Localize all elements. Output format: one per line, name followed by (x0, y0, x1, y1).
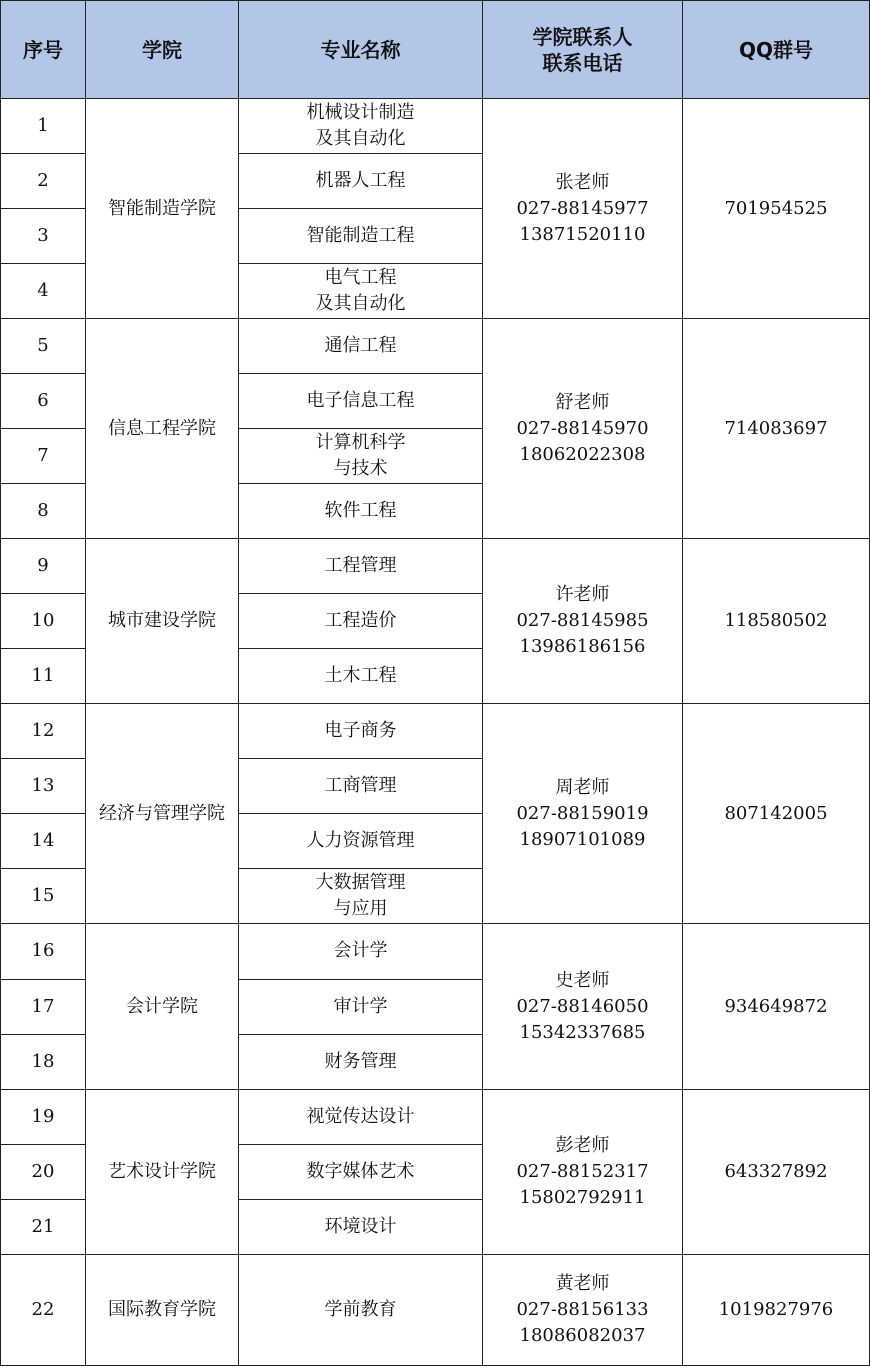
seq-cell: 9 (1, 539, 86, 594)
table-row (1, 704, 870, 759)
college-name-cell: 信息工程学院 (86, 319, 239, 539)
college-name-cell: 国际教育学院 (86, 1254, 239, 1365)
contact-cell: 史老师 027-88146050 15342337685 (483, 924, 683, 1089)
seq-cell: 13 (1, 759, 86, 814)
major-name-cell: 计算机科学 与技术 (239, 429, 483, 484)
major-name-cell: 土木工程 (239, 649, 483, 704)
seq-cell: 14 (1, 814, 86, 869)
contact-cell: 彭老师 027-88152317 15802792911 (483, 1089, 683, 1254)
qq-group-cell: 934649872 (683, 924, 870, 1089)
major-name-cell: 通信工程 (239, 319, 483, 374)
table-row (1, 924, 870, 979)
major-name-cell: 机器人工程 (239, 154, 483, 209)
major-name-cell: 环境设计 (239, 1199, 483, 1254)
college-name-cell: 会计学院 (86, 924, 239, 1089)
major-name-cell: 软件工程 (239, 484, 483, 539)
contact-cell: 许老师 027-88145985 13986186156 (483, 539, 683, 704)
seq-cell: 21 (1, 1199, 86, 1254)
seq-cell: 6 (1, 374, 86, 429)
seq-cell: 18 (1, 1034, 86, 1089)
college-name-cell: 智能制造学院 (86, 99, 239, 319)
seq-cell: 16 (1, 924, 86, 979)
table-row (1, 99, 870, 154)
seq-cell: 20 (1, 1144, 86, 1199)
major-name-cell: 机械设计制造 及其自动化 (239, 99, 483, 154)
major-name-cell: 工商管理 (239, 759, 483, 814)
seq-cell: 17 (1, 979, 86, 1034)
seq-cell: 22 (1, 1254, 86, 1365)
qq-group-cell: 714083697 (683, 319, 870, 539)
college-name-cell: 城市建设学院 (86, 539, 239, 704)
major-name-cell: 工程造价 (239, 594, 483, 649)
seq-cell: 12 (1, 704, 86, 759)
major-name-cell: 电子信息工程 (239, 374, 483, 429)
seq-cell: 11 (1, 649, 86, 704)
seq-cell: 15 (1, 869, 86, 924)
header-row (1, 1, 870, 99)
seq-cell: 7 (1, 429, 86, 484)
qq-group-cell: 118580502 (683, 539, 870, 704)
seq-cell: 4 (1, 264, 86, 319)
header-major: 专业名称 (239, 1, 483, 99)
qq-group-cell: 701954525 (683, 99, 870, 319)
major-name-cell: 工程管理 (239, 539, 483, 594)
major-name-cell: 学前教育 (239, 1254, 483, 1365)
seq-cell: 2 (1, 154, 86, 209)
contact-cell: 张老师 027-88145977 13871520110 (483, 99, 683, 319)
major-name-cell: 电子商务 (239, 704, 483, 759)
major-name-cell: 审计学 (239, 979, 483, 1034)
seq-cell: 8 (1, 484, 86, 539)
qq-group-cell: 643327892 (683, 1089, 870, 1254)
seq-cell: 10 (1, 594, 86, 649)
college-name-cell: 艺术设计学院 (86, 1089, 239, 1254)
seq-cell: 1 (1, 99, 86, 154)
seq-cell: 3 (1, 209, 86, 264)
major-name-cell: 大数据管理 与应用 (239, 869, 483, 924)
table-row (1, 539, 870, 594)
college-name-cell: 经济与管理学院 (86, 704, 239, 924)
major-name-cell: 会计学 (239, 924, 483, 979)
major-name-cell: 人力资源管理 (239, 814, 483, 869)
qq-group-cell: 1019827976 (683, 1254, 870, 1365)
major-name-cell: 智能制造工程 (239, 209, 483, 264)
major-name-cell: 数字媒体艺术 (239, 1144, 483, 1199)
major-name-cell: 电气工程 及其自动化 (239, 264, 483, 319)
header-college: 学院 (86, 1, 239, 99)
contact-cell: 舒老师 027-88145970 18062022308 (483, 319, 683, 539)
major-name-cell: 视觉传达设计 (239, 1089, 483, 1144)
table-row (1, 1254, 870, 1365)
major-name-cell: 财务管理 (239, 1034, 483, 1089)
contact-cell: 黄老师 027-88156133 18086082037 (483, 1254, 683, 1365)
seq-cell: 19 (1, 1089, 86, 1144)
seq-cell: 5 (1, 319, 86, 374)
table-row (1, 319, 870, 374)
contact-cell: 周老师 027-88159019 18907101089 (483, 704, 683, 924)
table-body (1, 99, 870, 1366)
table-row (1, 1089, 870, 1144)
qq-group-cell: 807142005 (683, 704, 870, 924)
header-contact: 学院联系人 联系电话 (483, 1, 683, 99)
header-seq: 序号 (1, 1, 86, 99)
header-qq: QQ群号 (683, 1, 870, 99)
